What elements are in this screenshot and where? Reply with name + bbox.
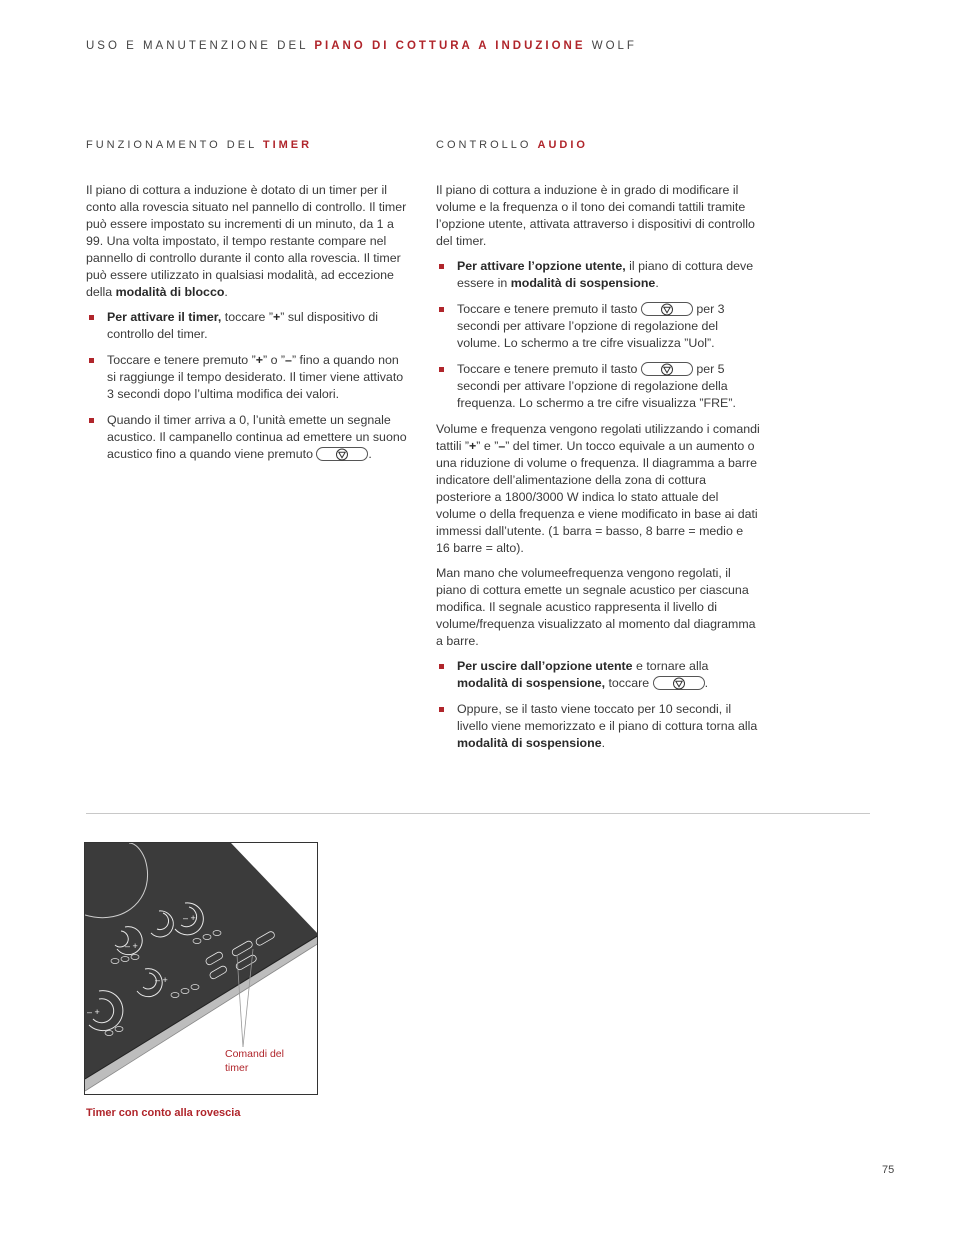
audio-title-highlight: AUDIO — [537, 139, 588, 151]
callout-line-1: Comandi del — [225, 1048, 284, 1060]
audio-b5-end: . — [601, 736, 606, 750]
timer-title-highlight: TIMER — [262, 139, 313, 151]
timer-b3-a: Quando il timer arriva a 0, l’unità emette un segnale acustico. Il campanello continua ad emettere un suono acustico fino a quando viene premuto — [107, 413, 407, 461]
audio-b1-bold2: modalità di sospensione — [510, 276, 656, 290]
audio-b4-bold: Per uscire dall’opzione utente — [457, 659, 633, 673]
audio-title-pre: CONTROLLO — [436, 139, 532, 151]
figure-caption: Timer con conto alla rovescia — [86, 1107, 241, 1119]
audio-b3-a: Toccare e tenere premuto il tasto — [457, 362, 641, 376]
plus-symbol: + — [255, 353, 264, 367]
minus-symbol: – — [498, 439, 506, 453]
timer-column — [86, 182, 408, 472]
timer-title-pre: FUNZIONAMENTO DEL — [86, 139, 257, 151]
audio-b2-b: per 3 secondi per attivare l’opzione di regolazione del volume. Lo schermo a tre cifre visualizza ”Uol”. — [457, 302, 725, 350]
audio-paragraph-3: Man mano che volumeefrequenza vengono regolati, il piano di cottura emette un segnale acustico per ciascuna modifica. Il segnale acustico rappresenta il livello di volume/frequenza visualizzato al momento dal diagramma a barre. — [436, 566, 756, 648]
minus-symbol: – — [285, 353, 292, 367]
audio-b4-b: toccare — [605, 676, 653, 690]
audio-b3-b: per 5 secondi per attivare l’opzione di regolazione della frequenza. Lo schermo a tre cifre visualizza ”FRE”. — [457, 362, 736, 410]
timer-controls-callout — [225, 1047, 284, 1075]
audio-b1-end: . — [655, 276, 659, 290]
audio-column — [436, 182, 760, 761]
timer-b2-a: Toccare e tenere premuto ” — [107, 353, 256, 367]
header-product: PIANO DI COTTURA A INDUZIONE — [314, 40, 586, 52]
timer-bullet-1 — [86, 309, 408, 343]
timer-intro-text: Il piano di cottura a induzione è dotato di un timer per il conto alla rovescia situato nel pannello di controllo. Il timer può essere impostato su incrementi di un minuto, da 1 a 99. Una volta impostato, il tempo restante compare nel pannello di controllo durante il conto alla rovescia. Il timer può essere utilizzato in qualsiasi modalità, ad eccezione della — [86, 183, 407, 299]
section-divider — [86, 813, 870, 814]
audio-bullet-3 — [436, 361, 760, 412]
timer-key-icon — [316, 447, 368, 461]
audio-paragraph-2 — [436, 421, 760, 557]
audio-b2-a: Toccare e tenere premuto il tasto — [457, 302, 641, 316]
timer-b1-bold: Per attivare il timer, — [107, 310, 222, 324]
timer-intro — [86, 182, 408, 301]
plus-symbol: + — [469, 439, 477, 453]
audio-bullets-2 — [436, 658, 760, 752]
svg-text:– +: – + — [87, 1007, 100, 1017]
audio-b1-a: il piano di cottura deve essere in — [457, 259, 754, 290]
svg-text:– +: – + — [155, 975, 168, 985]
cooktop-figure — [84, 842, 318, 1095]
timer-key-icon — [653, 676, 705, 690]
audio-bullet-2 — [436, 301, 760, 352]
plus-symbol: + — [273, 310, 281, 324]
audio-bullet-1 — [436, 258, 760, 292]
svg-text:– +: – + — [125, 941, 138, 951]
timer-key-icon — [641, 362, 693, 376]
timer-b2-mid: ” o ” — [263, 353, 286, 367]
audio-b4-a: e tornare alla — [632, 659, 709, 673]
timer-b2-b: ” fino a quando non si raggiunge il tempo desiderato. Il timer viene attivato 3 secondi dopo l’ultima modifica dei valori. — [107, 353, 404, 401]
page-number: 75 — [882, 1164, 895, 1176]
running-header — [86, 40, 637, 52]
audio-section-title — [436, 139, 588, 151]
timer-intro-bold: modalità di blocco — [115, 285, 225, 299]
timer-key-icon — [641, 302, 693, 316]
audio-p2-b: ” del timer. Un tocco equivale a un aumento o una riduzione di volume o frequenza. Il diagramma a barre indicatore dell’alimentazione della zona di cottura posteriore a 1800/3000 W indica lo stato attuale del volume o della frequenza e viene modificato in base ai dati immessi dall’utente. (1 barra = basso, 8 barre = medio e 16 barre = alto). — [436, 439, 758, 555]
header-brand: WOLF — [591, 40, 637, 52]
timer-bullets — [86, 309, 408, 463]
timer-intro-end: . — [224, 285, 228, 299]
audio-bullets-1 — [436, 258, 760, 412]
audio-b1-bold: Per attivare l’opzione utente, — [457, 259, 626, 273]
callout-line-2: timer — [225, 1062, 249, 1074]
audio-p2-a: Volume e frequenza vengono regolati utilizzando i comandi tattili ” — [436, 422, 760, 453]
header-text: USO E MANUTENZIONE DEL — [86, 40, 309, 52]
audio-b4-end: . — [704, 676, 709, 690]
svg-text:– +: – + — [183, 913, 196, 923]
timer-section-title — [86, 139, 312, 151]
audio-bullet-4 — [436, 658, 760, 692]
audio-p2-mid: ” e ” — [476, 439, 499, 453]
audio-b5-bold: modalità di sospensione — [457, 736, 602, 750]
timer-b3-end: . — [368, 447, 372, 461]
audio-b4-bold2: modalità di sospensione, — [457, 676, 606, 690]
timer-b1-b: ” sul dispositivo di controllo del timer. — [107, 310, 379, 341]
audio-intro: Il piano di cottura a induzione è in grado di modificare il volume e la frequenza o il tono dei comandi tattili tramite l’opzione utente, attivata attraverso i dispositivi di controllo del timer. — [436, 183, 755, 248]
timer-bullet-2 — [86, 352, 408, 403]
audio-b5-a: Oppure, se il tasto viene toccato per 10 secondi, il livello viene memorizzato e il piano di cottura torna alla — [457, 702, 758, 733]
audio-bullet-5 — [436, 701, 760, 752]
timer-bullet-3 — [86, 412, 408, 463]
timer-b1-a: toccare ” — [221, 310, 273, 324]
